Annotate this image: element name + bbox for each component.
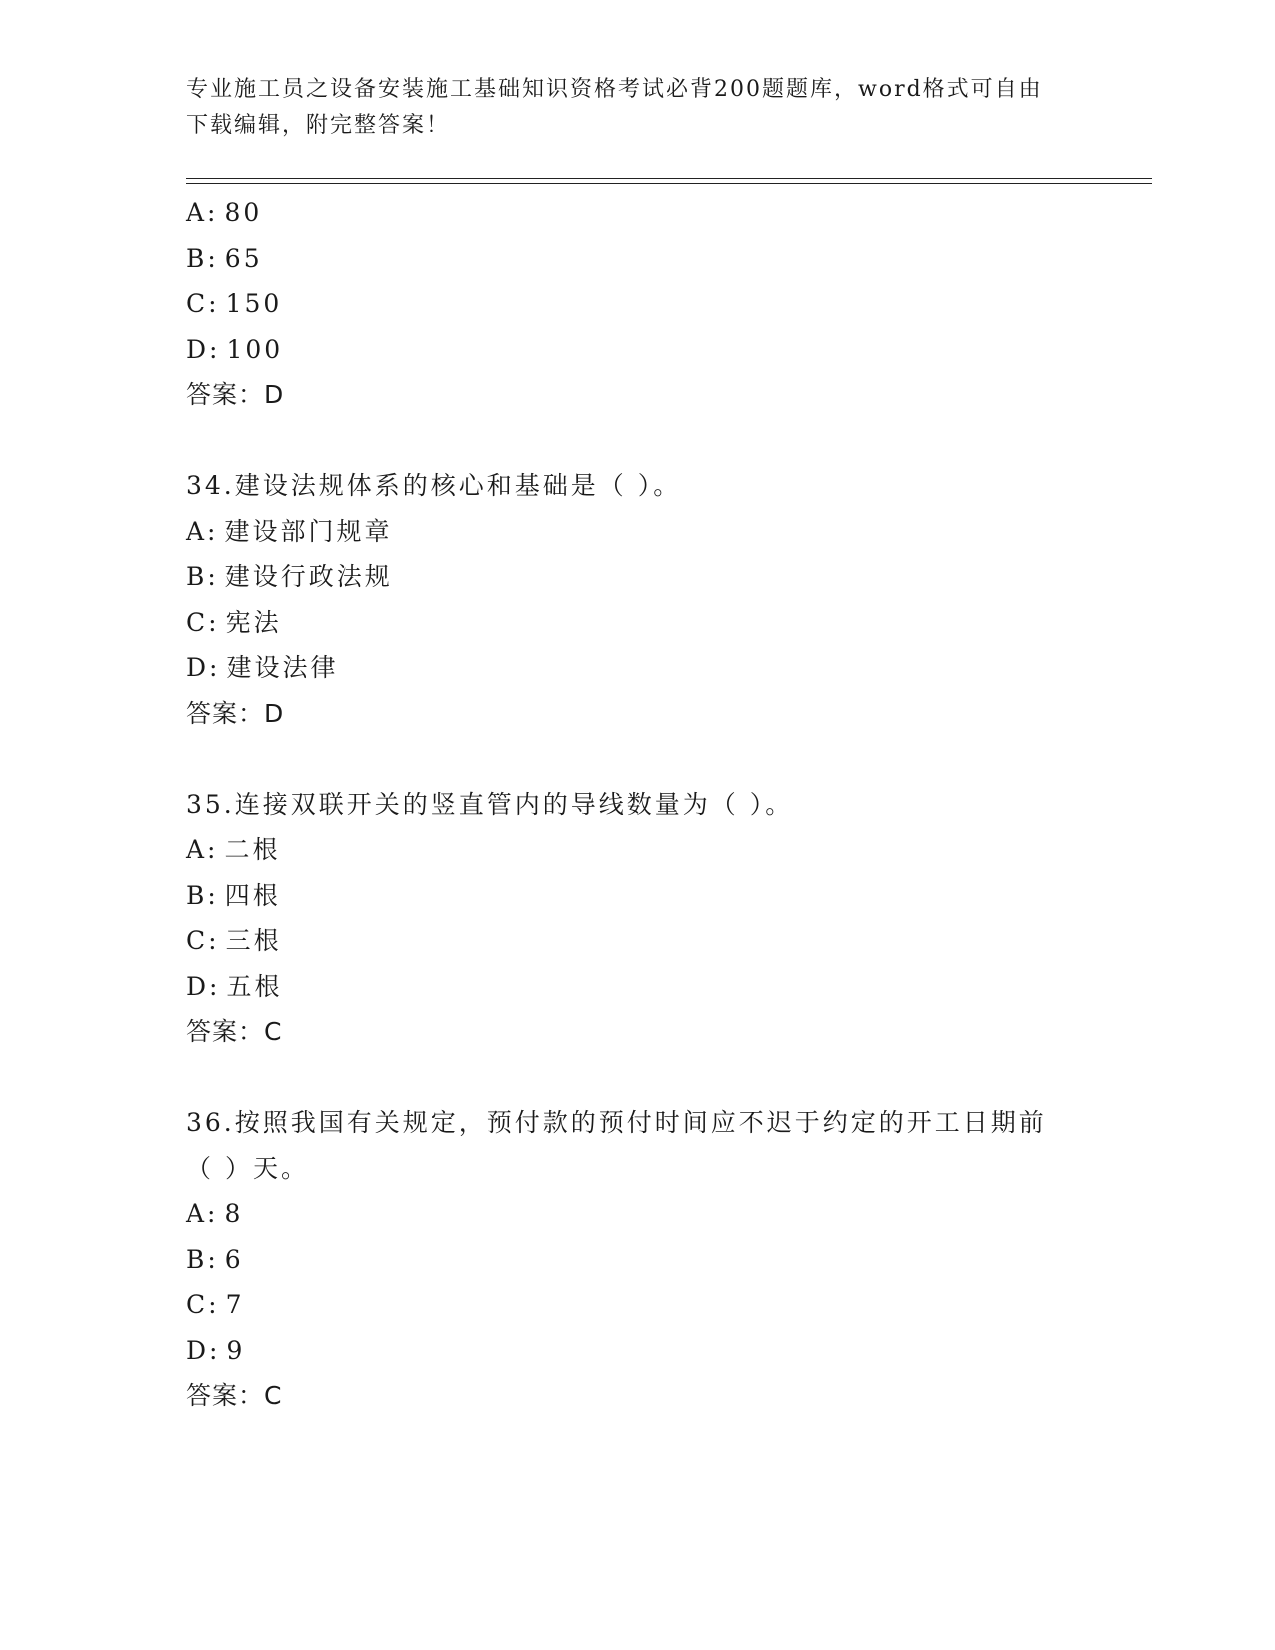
option-d: D: 100: [186, 334, 284, 364]
option-d: D: 五根: [186, 971, 283, 1001]
spacer: [186, 418, 1152, 464]
option-d: D: 9: [186, 1335, 246, 1365]
question-33: [186, 190, 1152, 418]
header-divider-bottom: [186, 183, 1152, 184]
question-36: [186, 1100, 1152, 1419]
spacer: [186, 736, 1152, 782]
option-c: C: 三根: [186, 926, 282, 955]
option-a: A: 8: [186, 1199, 244, 1228]
option-d: D: 建设法律: [186, 653, 339, 682]
answer: 答案：D: [186, 380, 285, 409]
option-b: B: 四根: [186, 880, 281, 910]
answer: 答案：C: [186, 1017, 283, 1046]
option-a: A: 建设部门规章: [186, 516, 393, 546]
question-text: 34.建设法规体系的核心和基础是（ ）。: [186, 471, 682, 500]
spacer: [186, 1055, 1152, 1101]
option-b: B: 65: [186, 243, 263, 273]
option-c: C: 7: [186, 1290, 245, 1319]
option-b: B: 6: [186, 1244, 244, 1274]
question-35: [186, 782, 1152, 1055]
option-b: B: 建设行政法规: [186, 562, 393, 591]
option-a: A: 二根: [186, 835, 281, 864]
answer: 答案：C: [186, 1381, 283, 1410]
option-c: C: 宪法: [186, 607, 282, 637]
question-list: [186, 190, 1152, 1419]
option-a: A: 80: [186, 198, 263, 227]
header-divider-top: [186, 178, 1152, 179]
answer: 答案：D: [186, 698, 285, 728]
document-header: [186, 72, 1066, 144]
question-text: 35.连接双联开关的竖直管内的导线数量为（ ）。: [186, 789, 794, 819]
option-c: C: 150: [186, 289, 283, 318]
question-text-line2: （ ）天。: [186, 1153, 309, 1183]
question-34: [186, 463, 1152, 736]
question-text-line1: 36.按照我国有关规定，预付款的预付时间应不迟于约定的开工日期前: [186, 1108, 1047, 1137]
header-title-line2: 下载编辑，附完整答案！: [186, 113, 451, 138]
header-title-line1: 专业施工员之设备安装施工基础知识资格考试必背200题题库，word格式可自由: [186, 77, 1043, 102]
